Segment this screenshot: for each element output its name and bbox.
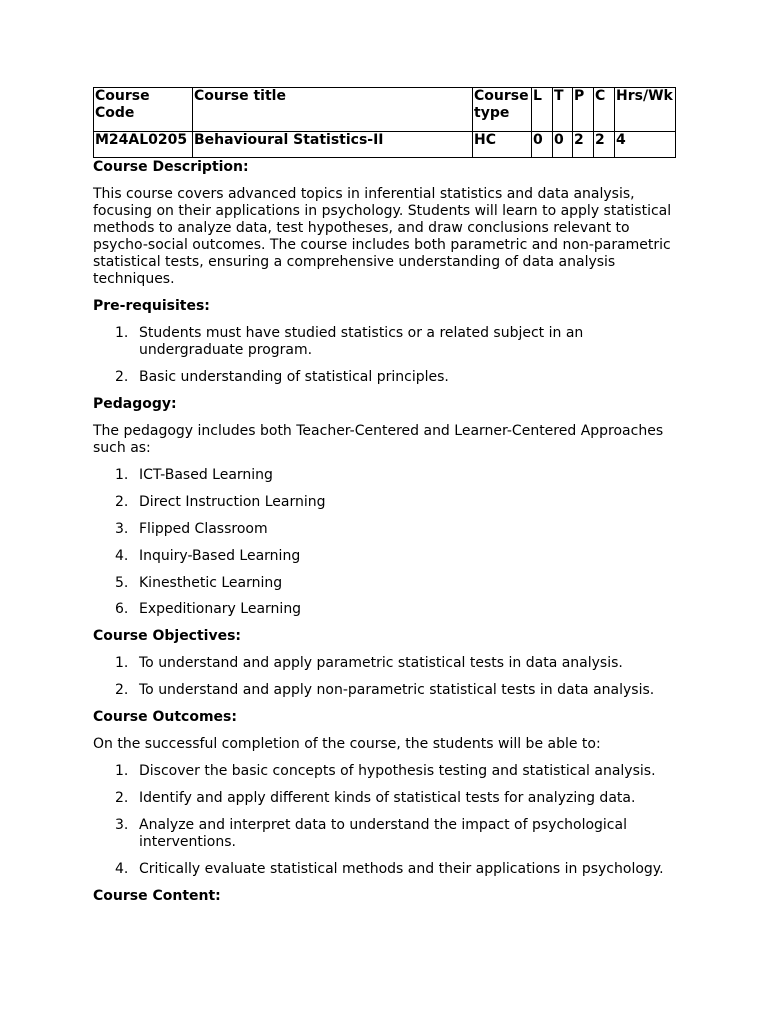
header-c: C xyxy=(594,88,615,132)
list-item: 1. Discover the basic concepts of hypothesis testing and statistical analysis. xyxy=(115,763,656,779)
cell-course-code: M24AL0205 xyxy=(94,132,193,158)
course-description-heading: Course Description: xyxy=(93,159,249,175)
outcomes-list xyxy=(93,763,675,878)
list-item: 4. Critically evaluate statistical methods and their applications in psychology. xyxy=(115,861,664,877)
list-item: 4. Inquiry-Based Learning xyxy=(115,548,301,564)
objectives-list xyxy=(93,655,675,699)
header-hrs-wk: Hrs/Wk xyxy=(615,88,676,132)
pedagogy-list xyxy=(93,467,675,618)
list-item: 2. Basic understanding of statistical principles. xyxy=(115,369,449,385)
document-page xyxy=(93,87,675,905)
course-info-table xyxy=(93,87,676,158)
header-course-title: Course title xyxy=(193,88,473,132)
header-t: T xyxy=(553,88,573,132)
cell-l: 0 xyxy=(532,132,553,158)
cell-course-type: HC xyxy=(473,132,532,158)
list-item: 5. Kinesthetic Learning xyxy=(115,575,283,591)
list-item: 1. To understand and apply parametric statistical tests in data analysis. xyxy=(115,655,623,671)
cell-course-title: Behavioural Statistics-II xyxy=(193,132,473,158)
table-header-row xyxy=(94,88,676,132)
course-description-text: This course covers advanced topics in inferential statistics and data analysis, focusing on their applications in psychology. Students will learn to apply statistical methods to analyze data, test hypotheses, and draw conclusions relevant to psycho-social outcomes. The course includes both parametric and non-parametric statistical tests, ensuring a comprehensive understanding of data analysis techniques. xyxy=(93,186,672,287)
list-item: 2. Direct Instruction Learning xyxy=(115,494,326,510)
list-item: 2. To understand and apply non-parametric statistical tests in data analysis. xyxy=(115,682,655,698)
list-item: 1. Students must have studied statistics or a related subject in an undergraduate program. xyxy=(115,325,584,358)
header-l: L xyxy=(532,88,553,132)
course-objectives-heading: Course Objectives: xyxy=(93,628,242,644)
pedagogy-heading: Pedagogy: xyxy=(93,396,177,412)
list-item: 3. Analyze and interpret data to understand the impact of psychological interventions. xyxy=(115,817,627,850)
cell-c: 2 xyxy=(594,132,615,158)
cell-t: 0 xyxy=(553,132,573,158)
list-item: 2. Identify and apply different kinds of statistical tests for analyzing data. xyxy=(115,790,636,806)
prerequisites-heading: Pre-requisites: xyxy=(93,298,210,314)
header-course-code: Course Code xyxy=(94,88,193,132)
list-item: 1. ICT-Based Learning xyxy=(115,467,273,483)
pedagogy-intro: The pedagogy includes both Teacher-Centered and Learner-Centered Approaches such as: xyxy=(93,423,664,456)
table-row xyxy=(94,132,676,158)
header-p: P xyxy=(573,88,594,132)
list-item: 6. Expeditionary Learning xyxy=(115,601,302,617)
cell-hrs-wk: 4 xyxy=(615,132,676,158)
prerequisites-list xyxy=(93,325,675,386)
cell-p: 2 xyxy=(573,132,594,158)
course-outcomes-intro: On the successful completion of the course, the students will be able to: xyxy=(93,736,601,752)
course-content-heading: Course Content: xyxy=(93,888,221,904)
list-item: 3. Flipped Classroom xyxy=(115,521,268,537)
course-outcomes-heading: Course Outcomes: xyxy=(93,709,237,725)
header-course-type: Course type xyxy=(473,88,532,132)
